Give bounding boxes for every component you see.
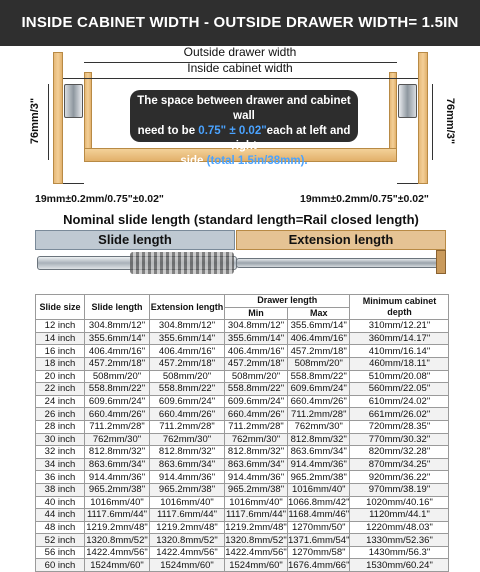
table-cell: 558.8mm/22" (85, 383, 150, 396)
table-cell: 1430mm/56.3" (350, 546, 449, 559)
table-cell: 1117.6mm/44" (225, 509, 287, 521)
table-row (36, 534, 449, 547)
table-cell: 1270mm/58" (288, 546, 350, 559)
table-cell: 1422.4mm/56" (86, 547, 148, 559)
table-cell: 508mm/20" (225, 370, 288, 383)
callout-line-1: The space between drawer and cabinet wall (137, 95, 351, 122)
header-slide-size: Slide size (36, 295, 85, 320)
table-cell: 457.2mm/18" (85, 357, 150, 370)
table-cell: 1219.2mm/48" (86, 521, 148, 533)
table-cell: 914.4mm/36" (150, 471, 225, 484)
table-cell: 508mm/20" (288, 357, 350, 370)
table-cell: 44 inch (36, 509, 85, 522)
table-cell: 1270mm/50" (288, 521, 350, 534)
table-cell: 36 inch (36, 471, 85, 484)
table-cell: 12 inch (36, 320, 85, 333)
table-cell: 762mm/30" (288, 420, 350, 433)
table-header-row (36, 295, 449, 308)
table-cell: 40 inch (36, 496, 85, 509)
table-row (36, 496, 449, 509)
callout-line-3a: side (180, 155, 207, 167)
table-cell: 965.2mm/38" (150, 483, 225, 496)
table-cell: 1524mm/60" (225, 559, 288, 572)
table-cell: 1117.6mm/44" (85, 509, 150, 522)
left-gap-label: 19mm±0.2mm/0.75"±0.02" (35, 193, 164, 205)
callout-line-3 (130, 154, 358, 169)
table-cell: 711.2mm/28" (288, 408, 350, 421)
table-row (36, 370, 449, 383)
table-cell: 609.6mm/24" (150, 395, 225, 408)
table-cell: 406.4mm/16" (225, 345, 288, 358)
right-gap-label: 19mm±0.2mm/0.75"±0.02" (300, 193, 429, 205)
table-cell: 304.8mm/12" (85, 320, 150, 333)
table-cell: 14 inch (36, 332, 85, 345)
table-cell: 1168.4mm/46" (288, 509, 350, 521)
table-cell: 609.6mm/24" (225, 395, 288, 408)
right-height-line (432, 84, 433, 160)
table-cell: 812.8mm/32" (225, 446, 288, 459)
table-cell: 32 inch (36, 446, 85, 459)
table-cell: 1422.4mm/56" (150, 546, 225, 559)
table-cell: 1524mm/60" (85, 559, 150, 572)
table-cell: 660.4mm/26" (288, 395, 350, 408)
left-gap-line (63, 183, 84, 184)
table-cell: 660.4mm/26" (85, 408, 150, 421)
table-cell: 52 inch (36, 534, 85, 547)
extension-length-label: Extension length (236, 230, 446, 250)
table-row (36, 433, 449, 446)
table-cell: 558.8mm/22" (288, 370, 350, 383)
extended-rail (236, 258, 444, 268)
table-cell: 1676.4mm/66" (288, 559, 350, 571)
gap-callout (130, 90, 358, 167)
table-cell: 510mm/20.08" (350, 370, 449, 383)
table-cell: 863.6mm/34" (150, 458, 225, 471)
header-drawer-length: Drawer length (225, 295, 350, 308)
table-cell: 560mm/22.05" (350, 383, 449, 396)
header-extension-length: Extension length (150, 295, 225, 320)
table-cell: 1330mm/52.36" (350, 534, 449, 547)
table-cell: 711.2mm/28" (225, 420, 288, 433)
table-cell: 914.4mm/36" (288, 458, 350, 471)
table-cell: 410mm/16.14" (350, 345, 449, 358)
table-cell: 965.2mm/38" (288, 471, 350, 484)
table-row (36, 509, 449, 522)
nominal-length-label: Nominal slide length (standard length=Rail closed length) (63, 212, 419, 227)
table-cell: 1016mm/40" (225, 496, 288, 509)
table-cell: 870mm/34.25" (350, 458, 449, 471)
right-height-label: 76mm/3" (444, 97, 456, 145)
header-banner (0, 0, 480, 46)
table-cell: 558.8mm/22" (225, 383, 288, 396)
callout-line-2 (130, 124, 358, 154)
table-row (36, 521, 449, 534)
left-height-label: 76mm/3" (29, 97, 41, 145)
table-cell: 863.6mm/34" (85, 458, 150, 471)
table-cell: 457.2mm/18" (225, 357, 288, 370)
table-cell: 310mm/12.21" (350, 320, 449, 333)
table-row (36, 546, 449, 559)
table-cell: 1117.6mm/44" (150, 509, 225, 522)
table-cell: 1422.4mm/56" (225, 547, 287, 559)
table-cell: 508mm/20" (150, 370, 225, 383)
inside-cabinet-width-label: Inside cabinet width (187, 61, 293, 75)
table-cell: 460mm/18.11" (350, 357, 449, 370)
table-cell: 863.6mm/34" (225, 458, 288, 471)
table-cell: 30 inch (36, 433, 85, 446)
table-cell: 720mm/28.35" (350, 420, 449, 433)
left-slide-icon (64, 84, 83, 118)
table-cell: 457.2mm/18" (150, 357, 225, 370)
table-cell: 1016mm/40" (85, 496, 150, 509)
table-cell: 660.4mm/26" (150, 408, 225, 421)
slide-spec-table (35, 294, 449, 572)
header-min-cabinet-depth: Minimum cabinet depth (350, 295, 449, 320)
table-row (36, 357, 449, 370)
table-cell: 762mm/30" (150, 433, 225, 446)
slide-length-label: Slide length (35, 230, 235, 250)
table-cell: 660.4mm/26" (225, 408, 288, 421)
header-min: Min (225, 307, 288, 320)
table-cell: 22 inch (36, 383, 85, 396)
outside-drawer-width-label: Outside drawer width (183, 45, 297, 59)
table-row (36, 408, 449, 421)
header-title: INSIDE CABINET WIDTH - OUTSIDE DRAWER WIDTH= 1.5IN (21, 14, 459, 31)
table-cell: 711.2mm/28" (85, 420, 150, 433)
table-cell: 970mm/38.19" (350, 483, 449, 496)
table-cell: 812.8mm/32" (85, 446, 150, 459)
table-row (36, 420, 449, 433)
table-row (36, 320, 449, 333)
table-row (36, 483, 449, 496)
table-cell: 360mm/14.17" (350, 332, 449, 345)
callout-line-2a: need to be (137, 125, 199, 137)
header-max: Max (288, 307, 350, 320)
inside-cabinet-width-line (63, 78, 418, 79)
table-cell: 914.4mm/36" (225, 471, 288, 484)
header-slide-length: Slide length (85, 295, 150, 320)
table-cell: 406.4mm/16" (150, 345, 225, 358)
table-cell: 1530mm/60.24" (350, 559, 449, 572)
table-row (36, 458, 449, 471)
table-cell: 863.6mm/34" (288, 446, 350, 459)
table-cell: 28 inch (36, 420, 85, 433)
table-cell: 304.8mm/12" (225, 320, 288, 333)
table-cell: 24 inch (36, 395, 85, 408)
table-cell: 60 inch (36, 559, 85, 572)
table-cell: 770mm/30.32" (350, 433, 449, 446)
table-cell: 18 inch (36, 357, 85, 370)
callout-total: (total 1.5in/38mm). (206, 155, 308, 167)
callout-tolerance: 0.75" ± 0.02" (198, 125, 267, 137)
right-gap-line (397, 183, 418, 184)
table-cell: 20 inch (36, 370, 85, 383)
table-cell: 34 inch (36, 458, 85, 471)
table-row (36, 383, 449, 396)
table-cell: 914.4mm/36" (85, 471, 150, 484)
table-row (36, 332, 449, 345)
table-cell: 1120mm/44.1" (350, 509, 449, 522)
table-cell: 48 inch (36, 521, 85, 534)
table-cell: 965.2mm/38" (85, 483, 150, 496)
table-cell: 812.8mm/32" (288, 433, 350, 446)
table-cell: 1320.8mm/52" (225, 534, 287, 546)
table-cell: 1320.8mm/52" (86, 534, 148, 546)
table-cell: 661mm/26.02" (350, 408, 449, 421)
table-cell: 609.6mm/24" (85, 395, 150, 408)
table-cell: 812.8mm/32" (150, 446, 225, 459)
table-cell: 38 inch (36, 483, 85, 496)
right-slide-icon (398, 84, 417, 118)
table-cell: 965.2mm/38" (225, 483, 288, 496)
table-cell: 304.8mm/12" (150, 320, 225, 333)
table-cell: 1524mm/60" (150, 559, 225, 572)
table-cell: 508mm/20" (85, 370, 150, 383)
table-row (36, 446, 449, 459)
table-cell: 16 inch (36, 345, 85, 358)
table-cell: 820mm/32.28" (350, 446, 449, 459)
table-cell: 406.4mm/16" (288, 332, 350, 345)
table-cell: 355.6mm/14" (150, 332, 225, 345)
table-row (36, 395, 449, 408)
table-cell: 1371.6mm/54" (288, 534, 350, 546)
ball-bearing-icon (130, 252, 234, 274)
table-cell: 56 inch (36, 546, 85, 559)
table-row (36, 345, 449, 358)
table-cell: 26 inch (36, 408, 85, 421)
callout-line-2c: each at left and right (231, 125, 351, 152)
table-cell: 1020mm/40.16" (350, 496, 449, 509)
table-cell: 355.6mm/14" (225, 332, 288, 345)
left-height-line (48, 84, 49, 160)
table-cell: 711.2mm/28" (150, 420, 225, 433)
table-cell: 762mm/30" (85, 433, 150, 446)
table-cell: 355.6mm/14" (85, 332, 150, 345)
table-cell: 1219.2mm/48" (150, 521, 225, 534)
table-cell: 609.6mm/24" (288, 383, 350, 396)
table-cell: 406.4mm/16" (85, 345, 150, 358)
table-row (36, 471, 449, 484)
table-cell: 1219.2mm/48" (225, 521, 287, 533)
table-cell: 1016mm/40" (288, 483, 350, 496)
table-cell: 1016mm/40" (150, 496, 225, 509)
table-cell: 355.6mm/14" (288, 320, 350, 333)
table-cell: 558.8mm/22" (150, 383, 225, 396)
table-cell: 1320.8mm/52" (150, 534, 225, 547)
table-cell: 1220mm/48.03" (350, 521, 449, 534)
table-cell: 457.2mm/18" (288, 345, 350, 358)
table-cell: 920mm/36.22" (350, 471, 449, 484)
extension-end-bracket (436, 250, 446, 274)
table-cell: 610mm/24.02" (350, 395, 449, 408)
table-cell: 1066.8mm/42" (288, 496, 350, 508)
table-cell: 762mm/30" (225, 433, 288, 446)
